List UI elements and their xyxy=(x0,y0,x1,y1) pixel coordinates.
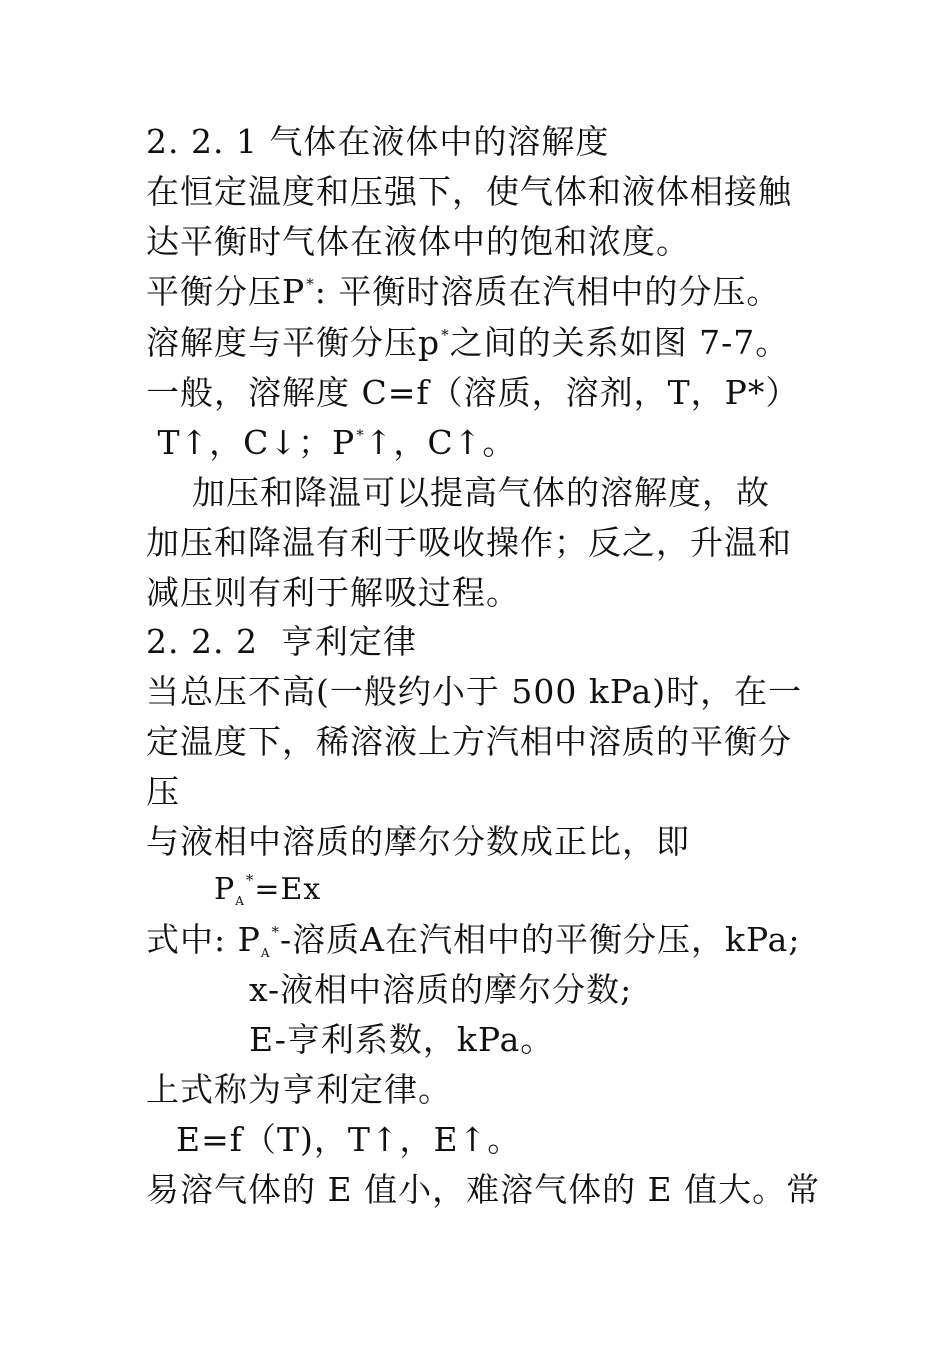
variable-definition: x-液相中溶质的摩尔分数; xyxy=(249,970,633,1009)
superscript: * xyxy=(271,923,280,941)
relation-line: E=f（T)，T↑，E↑。 xyxy=(176,1120,522,1159)
superscript: * xyxy=(356,426,365,444)
paragraph-line: 压 xyxy=(146,772,180,811)
text-fragment: 溶解度与平衡分压p xyxy=(146,323,441,362)
superscript: * xyxy=(441,326,450,344)
section-heading-2-2-2: 2. 2. 2 亨利定律 xyxy=(146,622,417,661)
superscript: * xyxy=(306,275,315,293)
text-fragment: =Ex xyxy=(254,872,322,907)
subscript: A xyxy=(235,894,245,908)
text-fragment: ↑，C↑。 xyxy=(364,423,517,462)
paragraph-line: 达平衡时气体在液体中的饱和浓度。 xyxy=(146,222,690,261)
section-heading-2-2-1: 2. 2. 1 气体在液体中的溶解度 xyxy=(146,122,610,161)
relation-line xyxy=(146,421,516,471)
text-fragment: P xyxy=(214,872,236,907)
paragraph-line: 上式称为亨利定律。 xyxy=(146,1070,452,1109)
text-fragment: T↑，C↓；P xyxy=(146,423,356,462)
paragraph-line: 在恒定温度和压强下，使气体和液体相接触 xyxy=(146,172,792,211)
text-fragment: 之间的关系如图 7-7。 xyxy=(449,323,790,362)
paragraph-line: 定温度下，稀溶液上方汽相中溶质的平衡分 xyxy=(146,722,792,761)
paragraph-line: 减压则有利于解吸过程。 xyxy=(146,573,520,612)
paragraph-line: 与液相中溶质的摩尔分数成正比，即 xyxy=(146,822,690,861)
definition-line xyxy=(146,270,780,320)
subscript: A xyxy=(260,946,271,960)
text-fragment: 式中: P xyxy=(146,920,261,959)
text-fragment: -溶质A在汽相中的平衡分压，kPa; xyxy=(279,920,801,959)
paragraph-line: 当总压不高(一般约小于 500 kPa)时，在一 xyxy=(146,672,803,711)
paragraph-line xyxy=(146,321,789,371)
variable-definition xyxy=(146,918,800,969)
text-fragment: : 平衡时溶质在汽相中的分压。 xyxy=(314,272,781,311)
paragraph-line: 加压和降温可以提高气体的溶解度，故 xyxy=(146,473,770,512)
henry-law-formula xyxy=(214,868,321,917)
formula-line: 一般，溶解度 C=f（溶质，溶剂，T，P*） xyxy=(146,373,800,412)
superscript: * xyxy=(245,871,255,889)
paragraph-line: 加压和降温有利于吸收操作；反之，升温和 xyxy=(146,523,792,562)
variable-definition: E-亨利系数，kPa。 xyxy=(249,1020,555,1059)
text-fragment: 平衡分压P xyxy=(146,272,306,311)
paragraph-line: 易溶气体的 E 值小，难溶气体的 E 值大。常 xyxy=(146,1170,821,1209)
